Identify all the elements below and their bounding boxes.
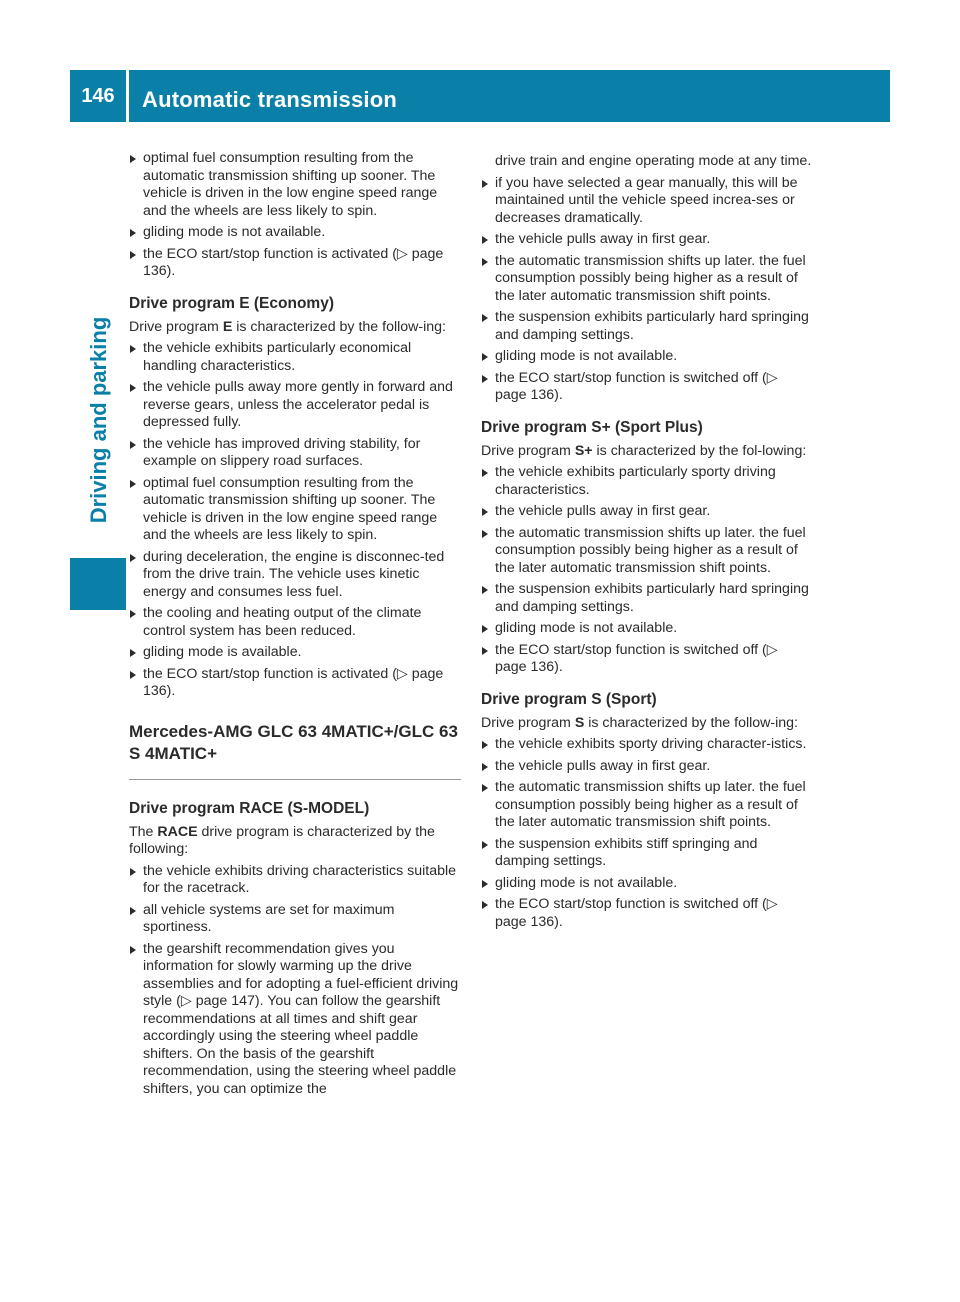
intro-text-pre: Drive program <box>481 714 575 731</box>
intro-text-pre: Drive program <box>129 318 223 335</box>
side-tab-label: Driving and parking <box>86 316 111 524</box>
left-column <box>129 150 461 1102</box>
race-intro <box>129 824 461 859</box>
sport-plus-intro <box>481 443 813 461</box>
side-tab <box>79 300 119 540</box>
list-item: the ECO start/stop function is activated (▷ page 136). <box>129 666 461 701</box>
list-item: the cooling and heating output of the climate control system has been reduced. <box>129 605 461 640</box>
sport-intro <box>481 715 813 733</box>
list-item: the ECO start/stop function is switched off (▷ page 136). <box>481 642 813 677</box>
list-item: the automatic transmission shifts up later. the fuel consumption possibly being higher as a result of the later automatic transmission shift points. <box>481 525 813 578</box>
list-item: gliding mode is not available. <box>481 620 813 638</box>
list-item: all vehicle systems are set for maximum sportiness. <box>129 902 461 937</box>
sport-heading: Drive program S (Sport) <box>481 690 657 708</box>
list-item: the suspension exhibits stiff springing and damping settings. <box>481 836 813 871</box>
list-item: if you have selected a gear manually, this will be maintained until the vehicle speed increa-ses or decreases dramatically. <box>481 175 813 228</box>
list-item: the ECO start/stop function is switched off (▷ page 136). <box>481 370 813 405</box>
list-item: the suspension exhibits particularly hard springing and damping settings. <box>481 309 813 344</box>
side-tab-marker <box>70 558 126 610</box>
intro-text-pre: The <box>129 823 158 840</box>
amg-heading: Mercedes-AMG GLC 63 4MATIC+/GLC 63 S 4MATIC+ <box>129 721 458 763</box>
list-item: the vehicle pulls away in first gear. <box>481 503 813 521</box>
list-item: gliding mode is not available. <box>129 224 461 242</box>
economy-intro <box>129 319 461 337</box>
race-list <box>129 863 461 1099</box>
list-item: optimal fuel consumption resulting from the automatic transmission shifting up sooner. The vehicle is driven in the low engine speed range and the wheels are less likely to spin. <box>129 475 461 545</box>
list-item: the vehicle has improved driving stability, for example on slippery road surfaces. <box>129 436 461 471</box>
list-item: the ECO start/stop function is switched off (▷ page 136). <box>481 896 813 931</box>
sport-list <box>481 736 813 931</box>
page-header <box>70 70 890 122</box>
economy-list <box>129 340 461 701</box>
list-item: the vehicle pulls away in first gear. <box>481 758 813 776</box>
right-column <box>481 153 813 935</box>
page-number: 146 <box>81 85 115 107</box>
header-separator <box>126 70 129 122</box>
race-heading: Drive program RACE (S-MODEL) <box>129 799 370 817</box>
section-divider <box>129 779 461 780</box>
intro-list <box>129 150 461 281</box>
list-item: the vehicle pulls away more gently in forward and reverse gears, unless the accelerator pedal is depressed fully. <box>129 379 461 432</box>
intro-text-pre: Drive program <box>481 442 575 459</box>
page-title: Automatic transmission <box>142 87 398 112</box>
list-item: gliding mode is not available. <box>481 875 813 893</box>
list-item: the gearshift recommendation gives you information for slowly warming up the drive assemblies and for adopting a fuel-efficient driving style (▷ page 147). You can follow the gearshift recommendations at all times and shift gear accordingly using the steering wheel paddle shifters. On the basis of the gearshift recommendation, using the steering wheel paddle shifters, you can optimize the <box>129 941 461 1099</box>
intro-text-post: is characterized by the fol-lowing: <box>592 442 807 459</box>
list-item: the vehicle exhibits particularly economical handling characteristics. <box>129 340 461 375</box>
list-item: the automatic transmission shifts up later. the fuel consumption possibly being higher as a result of the later automatic transmission shift points. <box>481 779 813 832</box>
list-item: gliding mode is not available. <box>481 348 813 366</box>
sport-plus-list <box>481 464 813 677</box>
list-item: optimal fuel consumption resulting from the automatic transmission shifting up sooner. The vehicle is driven in the low engine speed range and the wheels are less likely to spin. <box>129 150 461 220</box>
intro-text-post: drive program is characterized by the following: <box>129 823 435 857</box>
list-item-continuation: drive train and engine operating mode at any time. <box>495 153 812 169</box>
program-key: E <box>222 318 233 335</box>
list-item: the vehicle pulls away in first gear. <box>481 231 813 249</box>
list-item: the suspension exhibits particularly hard springing and damping settings. <box>481 581 813 616</box>
intro-text-post: is characterized by the follow-ing: <box>584 714 798 731</box>
list-item: during deceleration, the engine is disconnec-ted from the drive train. The vehicle uses kinetic energy and consumes less fuel. <box>129 549 461 602</box>
list-item: the vehicle exhibits particularly sporty driving characteristics. <box>481 464 813 499</box>
program-key: S <box>574 714 585 731</box>
sport-plus-heading: Drive program S+ (Sport Plus) <box>481 418 703 436</box>
economy-heading: Drive program E (Economy) <box>129 294 334 312</box>
race-list-continued <box>481 153 813 405</box>
list-item: the vehicle exhibits sporty driving character-istics. <box>481 736 813 754</box>
program-key: S+ <box>574 442 593 459</box>
list-item: the automatic transmission shifts up later. the fuel consumption possibly being higher as a result of the later automatic transmission shift points. <box>481 253 813 306</box>
intro-text-post: is characterized by the follow-ing: <box>232 318 446 335</box>
list-item: the vehicle exhibits driving characteristics suitable for the racetrack. <box>129 863 461 898</box>
list-item: gliding mode is available. <box>129 644 461 662</box>
program-key: RACE <box>157 823 198 840</box>
list-item: the ECO start/stop function is activated (▷ page 136). <box>129 246 461 281</box>
